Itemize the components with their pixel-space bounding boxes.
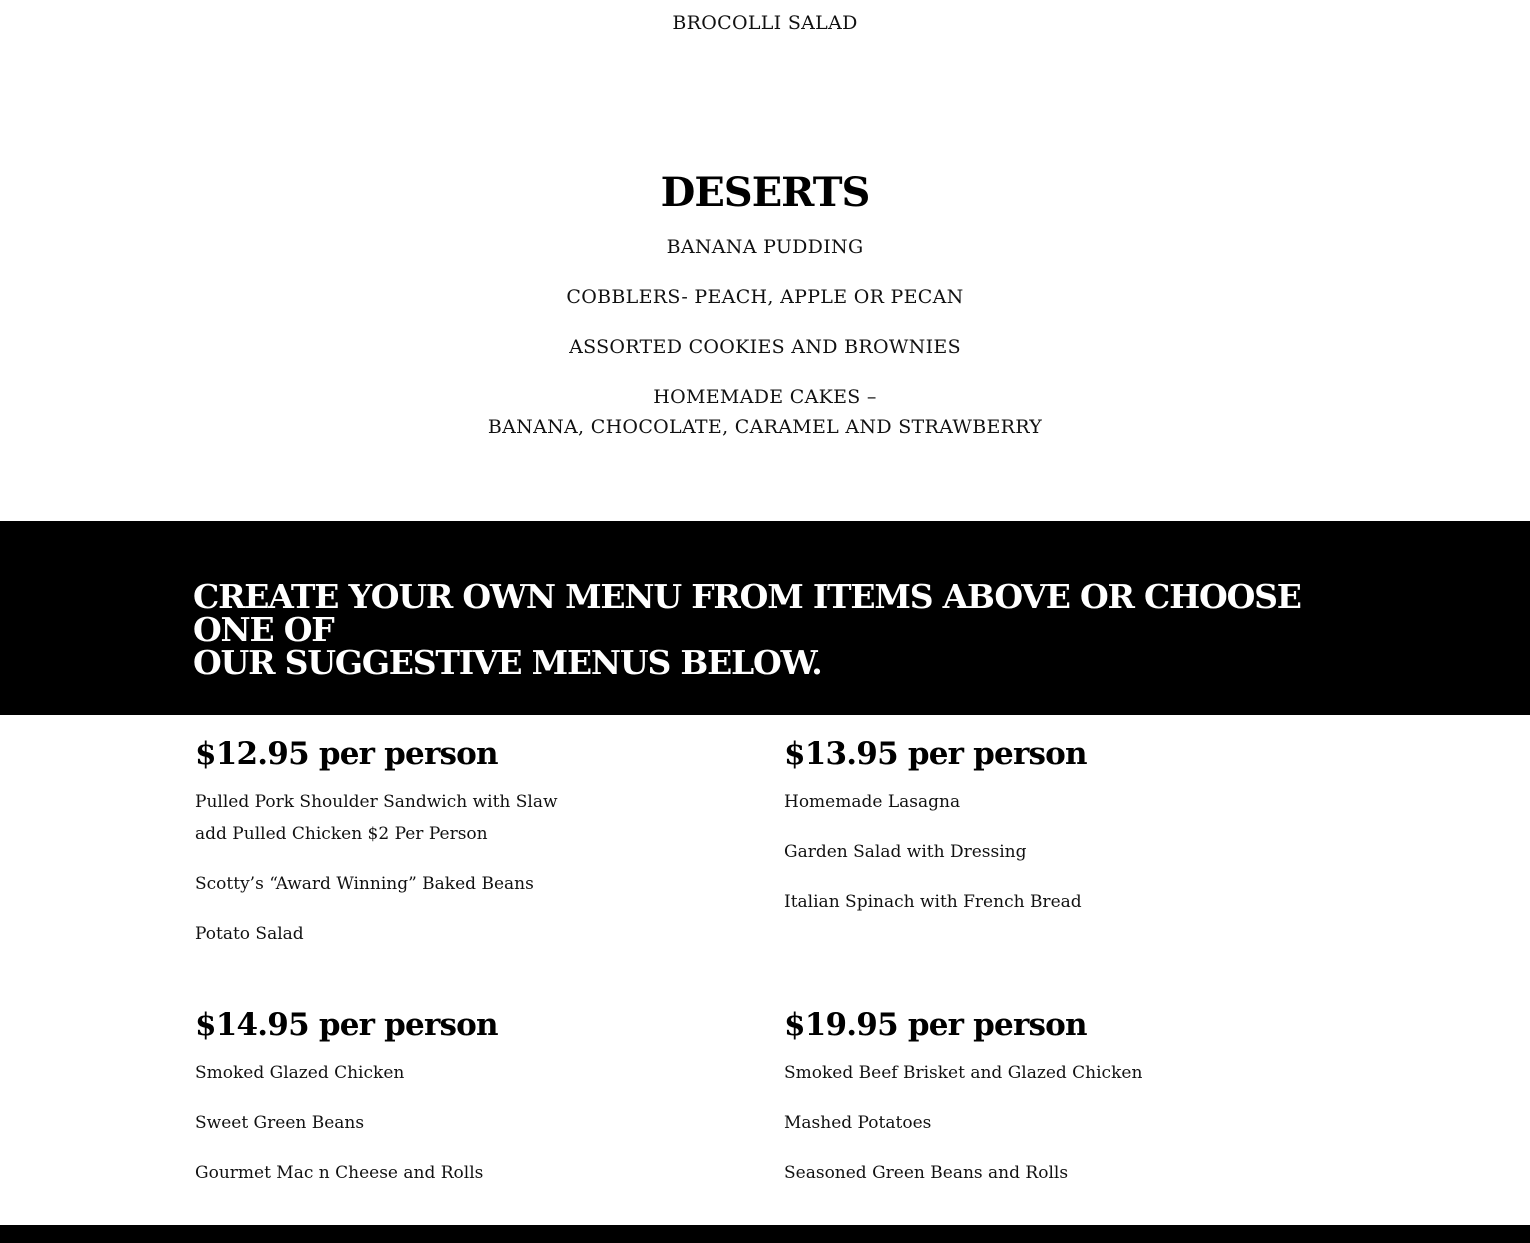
cakes-flavors: BANANA, CHOCOLATE, CARAMEL AND STRAWBERRY <box>487 416 1043 438</box>
menu-item: Homemade Lasagna <box>784 792 961 812</box>
menu-price: $12.95 per person <box>195 736 498 772</box>
menu-item: Gourmet Mac n Cheese and Rolls <box>195 1163 484 1183</box>
banner-line-1: CREATE YOUR OWN MENU FROM ITEMS ABOVE OR CHOOSE ONE OF <box>193 577 1301 649</box>
deserts-section <box>0 168 1530 462</box>
menu-price: $13.95 per person <box>784 736 1087 772</box>
deserts-heading: DESERTS <box>660 169 870 216</box>
banner-heading <box>193 577 1333 682</box>
menu-item: Scotty’s “Award Winning” Baked Beans <box>195 874 534 894</box>
menu-card-1495 <box>195 1005 735 1207</box>
menu-item: Garden Salad with Dressing <box>784 842 1027 862</box>
desert-item: COBBLERS- PEACH, APPLE OR PECAN <box>566 286 964 308</box>
footer-bar <box>0 1225 1530 1243</box>
desert-item-cakes <box>0 382 1530 442</box>
menu-item: Mashed Potatoes <box>784 1113 932 1133</box>
menu-card-1295 <box>195 734 735 968</box>
menu-item: Smoked Beef Brisket and Glazed Chicken <box>784 1063 1143 1083</box>
menu-item: Seasoned Green Beans and Rolls <box>784 1163 1069 1183</box>
menu-item-main: Pulled Pork Shoulder Sandwich with Slaw <box>195 792 558 812</box>
menu-card-1395 <box>784 734 1324 936</box>
cakes-title: HOMEMADE CAKES – <box>653 386 877 408</box>
menu-item: Smoked Glazed Chicken <box>195 1063 405 1083</box>
menu-price: $14.95 per person <box>195 1007 498 1043</box>
desert-item: ASSORTED COOKIES AND BROWNIES <box>569 336 961 358</box>
menu-item: Sweet Green Beans <box>195 1113 365 1133</box>
banner-line-2: OUR SUGGESTIVE MENUS BELOW. <box>193 643 822 682</box>
menu-item: Potato Salad <box>195 924 304 944</box>
menu-item <box>195 786 735 850</box>
menu-price: $19.95 per person <box>784 1007 1087 1043</box>
brocolli-salad-item: BROCOLLI SALAD <box>672 12 858 34</box>
menu-item-addon: add Pulled Chicken $2 Per Person <box>195 824 488 844</box>
menu-card-1995 <box>784 1005 1324 1207</box>
menu-item: Italian Spinach with French Bread <box>784 892 1082 912</box>
desert-item: BANANA PUDDING <box>666 236 864 258</box>
